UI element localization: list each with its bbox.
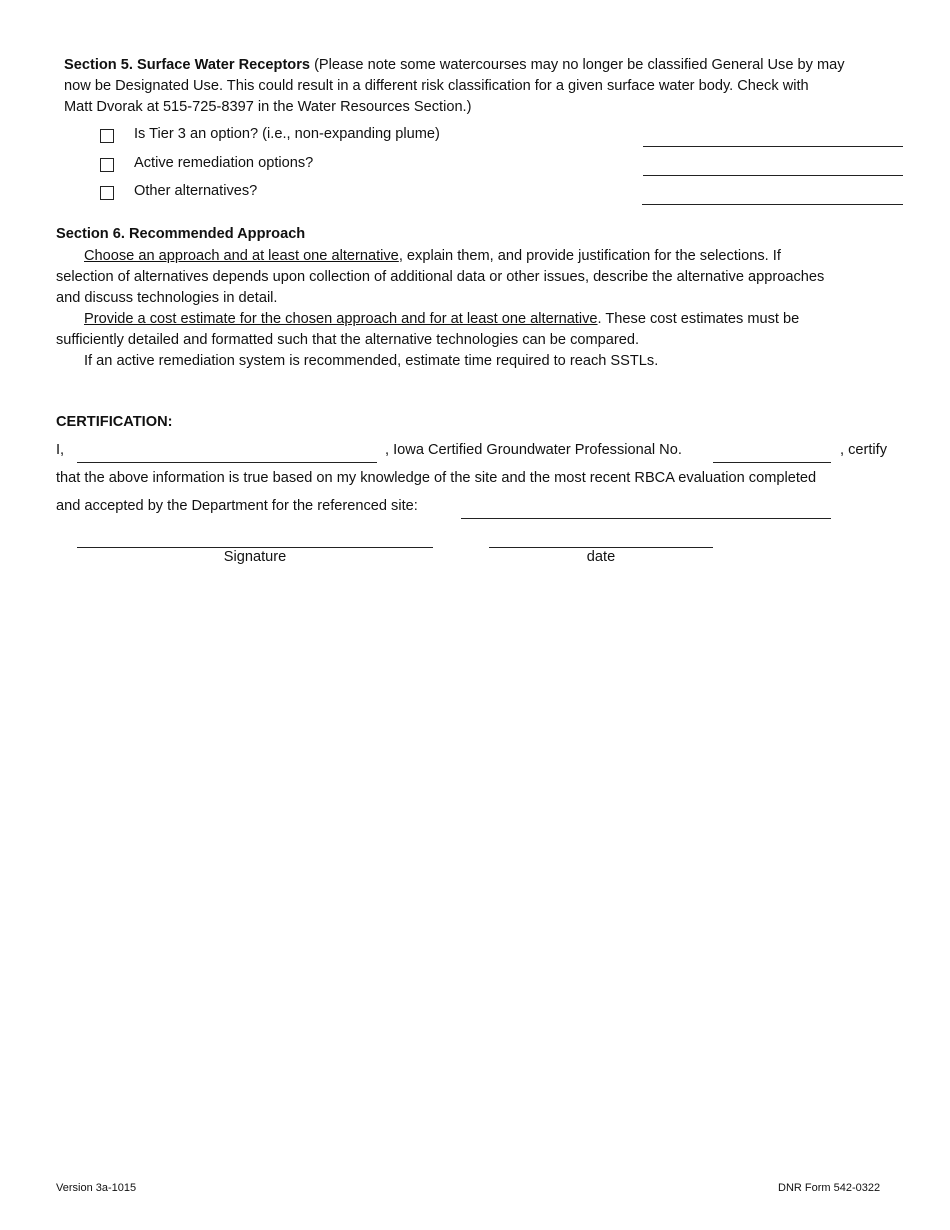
cert-suffix: , certify [840,442,888,458]
other-alternatives-answer-line[interactable] [642,204,903,205]
section6-p3: If an active remediation system is recommended, estimate time required to reach SSTLs. [84,353,659,369]
section6-p2-line1 [56,309,906,330]
section6-body [56,246,906,372]
cert-line2: that the above information is true based on my knowledge of the site and the most recent RBCA evaluation completed [56,470,817,486]
active-remediation-checkbox[interactable] [100,158,114,172]
section6-p1-line2: selection of alternatives depends upon collection of additional data or other issues, describe the alternative approaches [56,269,825,285]
section5-intro [64,55,904,118]
cert-number-line[interactable] [713,462,831,463]
date-label: date [586,549,616,565]
tier3-label: Is Tier 3 an option? (i.e., non-expanding plume) [134,126,440,142]
section5-note-line3: Matt Dvorak at 515-725-8397 in the Water Resources Section.) [64,99,472,115]
section5-note-line2: now be Designated Use. This could result in a different risk classification for a given surface water body. Check with [64,78,809,94]
date-line[interactable] [489,547,713,548]
section6-p1-line1 [56,246,906,267]
other-alternatives-checkbox[interactable] [100,186,114,200]
section5-intro-line1 [64,55,904,76]
cert-name-line[interactable] [77,462,377,463]
section6-p1-underlined: Choose an approach and at least one alternative [84,248,399,264]
cert-prefix: I, [56,442,65,458]
active-remediation-answer-line[interactable] [643,175,903,176]
tier3-answer-line[interactable] [643,146,903,147]
signature-label: Signature [223,549,287,565]
section6-p2-underlined: Provide a cost estimate for the chosen approach and for at least one alternative [84,311,598,327]
section6-p1-line1-rest: , explain them, and provide justification for the selections. If [398,248,781,264]
signature-line[interactable] [77,547,433,548]
cert-middle-text: , Iowa Certified Groundwater Professional No. [385,442,682,458]
cert-line3: and accepted by the Department for the referenced site: [56,498,418,514]
section5-note-line1: (Please note some watercourses may no longer be classified General Use by may [310,57,845,73]
section6-p2-line2: sufficiently detailed and formatted such that the alternative technologies can be compared. [56,332,640,348]
certification-heading: CERTIFICATION: [56,414,173,430]
active-remediation-label: Active remediation options? [134,155,314,171]
section5-heading: Section 5. Surface Water Receptors [64,57,311,73]
cert-site-line[interactable] [461,518,831,519]
section6-p1-line3: and discuss technologies in detail. [56,290,278,306]
footer-form-id: DNR Form 542-0322 [778,1182,881,1194]
tier3-checkbox[interactable] [100,129,114,143]
other-alternatives-label: Other alternatives? [134,183,258,199]
section6-heading: Section 6. Recommended Approach [56,226,306,242]
section6-p2-line1-rest: . These cost estimates must be [597,311,800,327]
footer-version: Version 3a-1015 [56,1182,137,1194]
